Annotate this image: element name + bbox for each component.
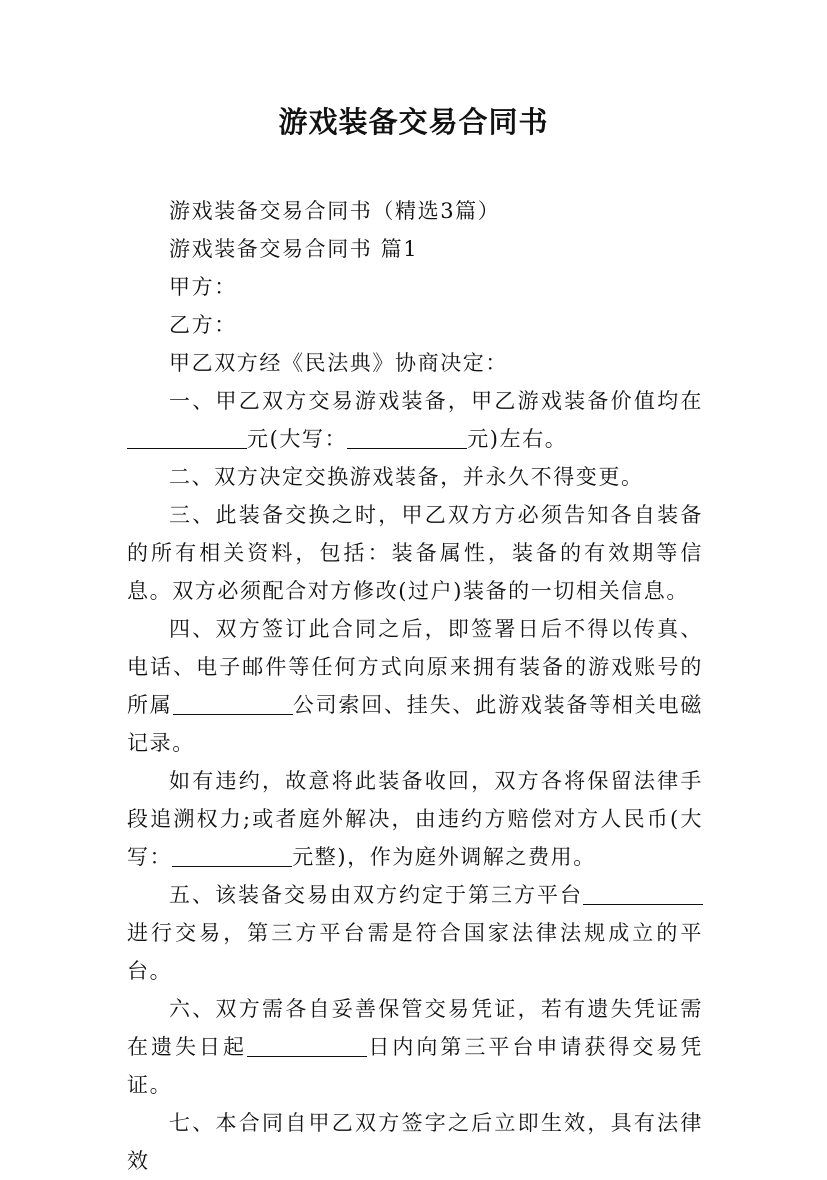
paragraph-agreement-intro (127, 344, 703, 382)
paragraph-clause-7 (127, 1104, 703, 1180)
text-segment: 公司索回、挂失、此游戏装备等相关电磁记录。 (127, 693, 703, 755)
paragraph-clause-3 (127, 496, 703, 610)
text-segment: 进行交易，第三方平台需是符合国家法律法规成立的平台。 (127, 921, 703, 983)
text-segment: 如有违约，故意将此装备收回，双方各将保留法律手段追溯权力;或者庭外解决，由违约方赔偿对方人民币(大写： (127, 769, 703, 869)
paragraph-clause-5 (127, 876, 703, 990)
text-segment: 元(大写： (247, 427, 348, 451)
text-segment: 甲乙双方经《民法典》协商决定： (169, 351, 508, 375)
paragraph-clause-1 (127, 382, 703, 458)
fill-blank (247, 1035, 367, 1057)
text-segment: 四、双方签订此合同之后，即签署日后不得以传真、电话、电子邮件等任何方式向原来拥有装备的游戏账号的所属 (127, 617, 703, 717)
document-title: 游戏装备交易合同书 (278, 105, 549, 139)
paragraph-clause-4 (127, 610, 703, 762)
document-body (127, 192, 703, 1180)
paragraph-clause-6 (127, 990, 703, 1104)
paragraph-breach (127, 762, 703, 876)
text-segment: 乙方： (169, 313, 237, 337)
paragraph-section-heading (127, 230, 703, 268)
text-segment: 三、此装备交换之时，甲乙双方方必须告知各自装备的所有相关资料，包括：装备属性，装备的有效期等信息。双方必须配合对方修改(过户)装备的一切相关信息。 (127, 503, 703, 603)
text-segment: 二、双方决定交换游戏装备，并永久不得变更。 (169, 465, 644, 489)
text-segment: 一、甲乙双方交易游戏装备，甲乙游戏装备价值均在 (169, 389, 703, 413)
paragraph-party-b (127, 306, 703, 344)
text-segment: 游戏装备交易合同书 篇1 (169, 237, 419, 261)
text-segment: 甲方： (169, 275, 237, 299)
text-segment: 五、该装备交易由双方约定于第三方平台 (169, 883, 583, 907)
text-segment: 元)左右。 (467, 427, 568, 451)
text-segment: 日内向第三平台申请获得交易凭证。 (127, 1035, 703, 1097)
paragraph-clause-2 (127, 458, 703, 496)
text-segment: 六、双方需各自妥善保管交易凭证，若有遗失凭证需在遗失日起 (127, 997, 703, 1059)
text-segment: 游戏装备交易合同书（精选3篇） (169, 199, 501, 223)
text-segment: 元整)，作为庭外调解之费用。 (292, 845, 596, 869)
paragraph-subtitle (127, 192, 703, 230)
fill-blank (172, 845, 292, 867)
text-segment: 七、本合同自甲乙双方签字之后立即生效，具有法律效 (127, 1111, 703, 1173)
paragraph-party-a (127, 268, 703, 306)
fill-blank (173, 693, 293, 715)
fill-blank (347, 427, 467, 449)
fill-blank (127, 427, 247, 449)
fill-blank (583, 883, 703, 905)
